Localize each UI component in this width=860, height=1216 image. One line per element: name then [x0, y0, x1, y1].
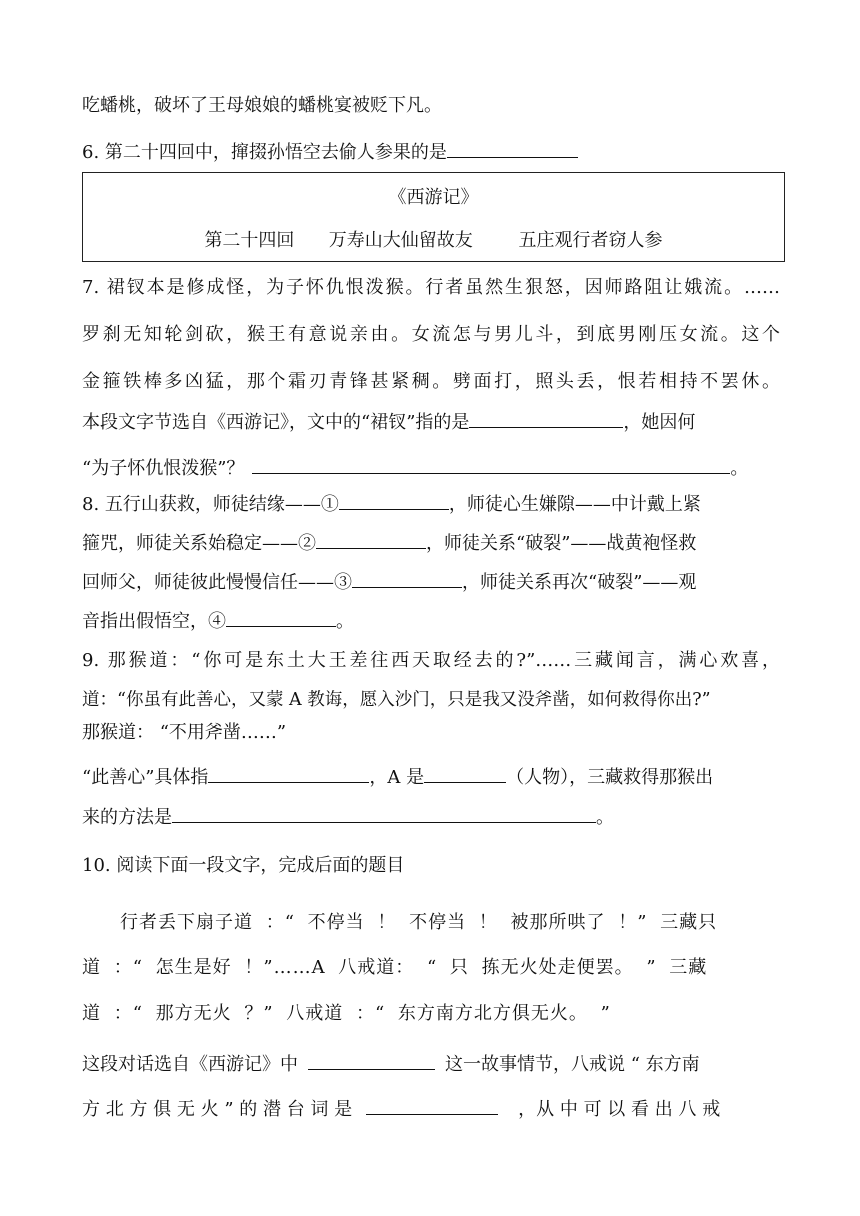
passage-line: [82, 1003, 780, 1025]
question-10-line: [82, 1098, 780, 1121]
answer-blank[interactable]: [339, 493, 449, 510]
question-text: 这段对话选自《西游记》中: [82, 1054, 298, 1075]
passage-text: 道 ：“ 怎生是好 ！”……A 八戒道： “ 只 拣无火处走便罢。 ” 三藏: [82, 957, 708, 978]
question-text: 音指出假悟空，④: [82, 611, 226, 632]
question-text: 。: [596, 807, 614, 828]
question-text: 6. 第二十四回中，撺掇孙悟空去偷人参果的是: [82, 142, 447, 163]
question-9-line: [82, 806, 780, 829]
question-text: 道：“你虽有此善心，又蒙 A 教诲，愿入沙门，只是我又没斧凿，如何救得你出?”: [82, 690, 711, 710]
text: 吃蟠桃，破坏了王母娘娘的蟠桃宴被贬下凡。: [82, 95, 442, 116]
answer-blank[interactable]: [424, 766, 506, 783]
text-line: [82, 95, 780, 117]
question-8-line: [82, 493, 780, 516]
question-text: “此善心”具体指: [82, 767, 209, 788]
question-text: 10. 阅读下面一段文字，完成后面的题目: [82, 855, 405, 876]
question-text: 7. 裙钗本是修成怪，为子怀仇恨泼猴。行者虽然生狠怒，因师路阻让娥流。……: [82, 277, 780, 298]
question-7-line: [82, 277, 780, 299]
question-text: 回师父，师徒彼此慢慢信任——③: [82, 572, 352, 593]
answer-blank[interactable]: [172, 806, 596, 823]
question-text: ，A 是: [369, 767, 425, 788]
answer-blank[interactable]: [226, 610, 336, 627]
question-10-heading: [82, 855, 780, 877]
question-text: 。: [336, 611, 354, 632]
question-text: ，师徒心生嫌隙——中计戴上紧: [448, 494, 701, 515]
question-10-line: [82, 1053, 780, 1076]
question-text: 方 北 方 俱 无 火 ” 的 潜 台 词 是: [82, 1099, 353, 1120]
question-text: 箍咒，师徒关系始稳定——②: [82, 533, 316, 554]
question-7-line: [82, 411, 780, 434]
question-text: （人物），三藏救得那猴出: [506, 767, 714, 788]
box-chapter-line: 第二十四回 万寿山大仙留故友 五庄观行者窃人参: [204, 230, 663, 251]
answer-blank[interactable]: [366, 1098, 498, 1115]
question-text: ，师徒关系“破裂”——战黄袍怪救: [426, 533, 697, 554]
question-7-line: [82, 324, 780, 346]
answer-blank[interactable]: [316, 532, 426, 549]
passage-line: [82, 957, 780, 979]
question-text: 本段文字节选自《西游记》，文中的“裙钗”指的是: [82, 412, 470, 433]
answer-blank[interactable]: [308, 1053, 435, 1070]
passage-text: 行者丢下扇子道 ：“ 不停当 ！ 不停当 ！ 被那所哄了 ！” 三藏只: [120, 912, 718, 933]
answer-blank[interactable]: [252, 457, 730, 474]
question-text: 罗刹无知轮剑砍，猴王有意说亲由。女流怎与男儿斗，到底男刚压女流。这个: [82, 324, 780, 345]
question-text: ，她因何: [623, 412, 696, 433]
question-7-line: [82, 457, 780, 480]
question-text: 。: [730, 458, 749, 479]
question-9-line: [82, 722, 780, 744]
question-text: 那猴道： “不用斧凿……”: [82, 722, 287, 743]
question-9-line: [82, 766, 780, 789]
answer-blank[interactable]: [447, 141, 578, 158]
question-text: ，从 中 可 以 看 出 八 戒: [518, 1099, 721, 1120]
question-text: 8. 五行山获救，师徒结缘——①: [82, 494, 339, 515]
question-9-line: [82, 689, 780, 711]
reference-box: [82, 172, 785, 262]
question-9-line: [82, 650, 780, 672]
answer-blank[interactable]: [208, 766, 369, 783]
passage-text: 道 ：“ 那方无火 ？” 八戒道 ：“ 东方南方北方俱无火。 ”: [82, 1003, 611, 1024]
question-8-line: [82, 571, 780, 594]
answer-blank[interactable]: [469, 411, 623, 428]
answer-blank[interactable]: [352, 571, 462, 588]
question-text: 9. 那猴道：“你可是东土大王差往西天取经去的?”……三藏闻言，满心欢喜，: [82, 650, 780, 671]
passage-line: [82, 912, 780, 934]
question-8-line: [82, 610, 780, 633]
question-text: ，师徒关系再次“破裂”——观: [462, 572, 697, 593]
question-7-line: [82, 371, 780, 393]
question-text: 金箍铁棒多凶猛，那个霜刃青锋甚紧稠。劈面打，照头丢，恨若相持不罢休。: [82, 371, 780, 392]
question-text: 这一故事情节，八戒说 “ 东方南: [445, 1054, 700, 1075]
question-8-line: [82, 532, 780, 555]
question-text: 来的方法是: [82, 807, 172, 828]
question-text: “为子怀仇恨泼猴”？: [82, 458, 245, 479]
question-6: [82, 141, 780, 164]
box-title: 《西游记》: [388, 187, 479, 208]
